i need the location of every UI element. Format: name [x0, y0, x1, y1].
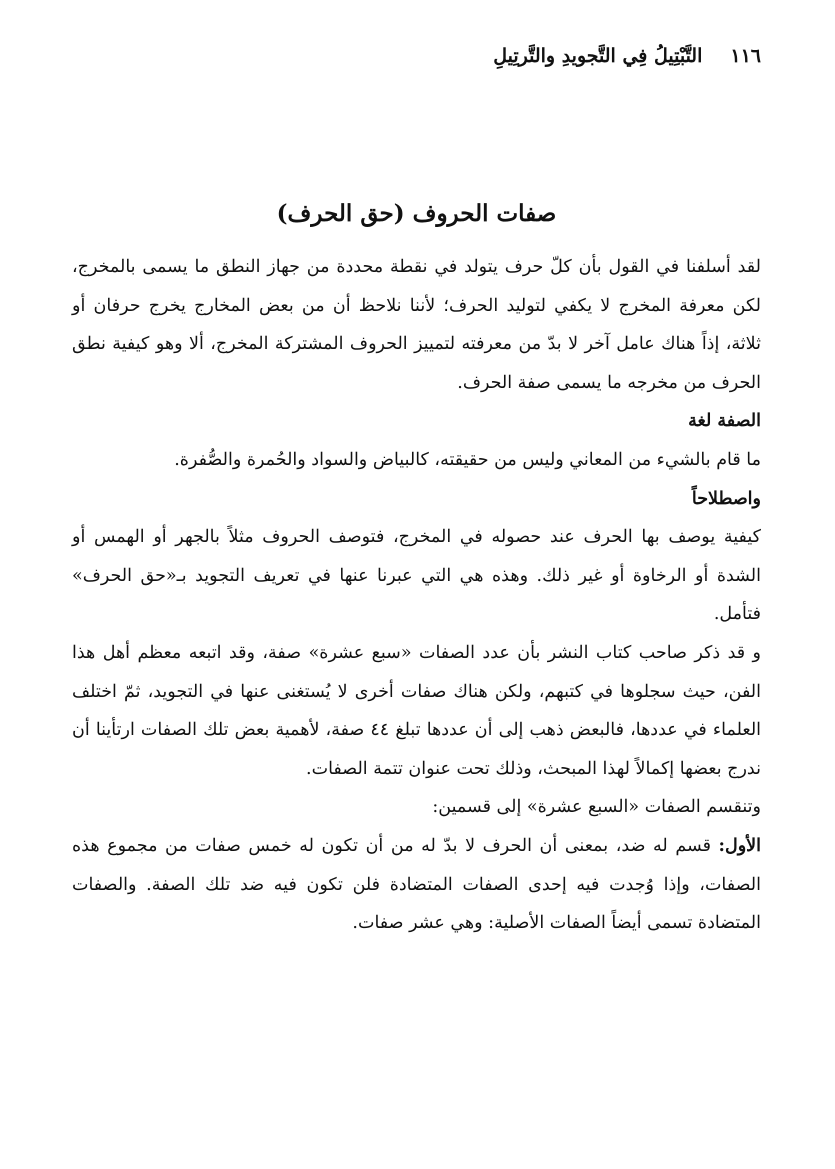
first-category-label: الأول:: [718, 835, 761, 856]
intro-paragraph: لقد أسلفنا في القول بأن كلّ حرف يتولد في نقطة محددة من جهاز النطق ما يسمى بالمخرج، لكن معرفة المخرج لا يكفي لتوليد الحرف؛ لأننا نلاحظ أن من بعض المخارج يخرج حرفان أو ثلاثة، إذاً هناك عامل آخر لا بدّ من معرفته لتمييز الحروف المشتركة المخرج، ألا وهو كيفية نطق الحرف من مخرجه ما يسمى صفة الحرف.: [72, 257, 761, 393]
section-title: صفات الحروف (حق الحرف): [276, 200, 557, 227]
book-title: التَّبْتِيلُ فِي التَّجويدِ والتَّرتِيلِ: [493, 45, 703, 67]
first-category-text: قسم له ضد، بمعنى أن الحرف لا بدّ له من أن تكون له خمس صفات من مجموع هذه الصفات، وإذا وُجدت فيه إحدى الصفات المتضادة فلن تكون فيه ضد تلك الصفة. والصفات المتضادة تسمى أيضاً الصفات الأصلية: وهي عشر صفات.: [72, 835, 761, 934]
first-category-paragraph: [72, 827, 761, 943]
page-body: [72, 196, 761, 943]
division-paragraph: وتنقسم الصفات «السبع عشرة» إلى قسمين:: [432, 797, 761, 818]
running-header: [74, 38, 761, 74]
lang-definition-paragraph: ما قام بالشيء من المعاني وليس من حقيقته، كالبياض والسواد والحُمرة والصُّفرة.: [174, 449, 761, 470]
lang-definition-heading: الصفة لغة: [688, 411, 761, 432]
term-definition-heading: واصطلاحاً: [691, 488, 761, 509]
nashr-paragraph: و قد ذكر صاحب كتاب النشر بأن عدد الصفات «سبع عشرة» صفة، وقد اتبعه معظم أهل هذا الفن، حيث سجلوها في كتبهم، ولكن هناك صفات أخرى لا يُستغنى عنها في التجويد، ثمّ اختلف العلماء في عددها، فالبعض ذهب إلى أن عددها تبلغ ٤٤ صفة، لأهمية بعض تلك الصفات ارتأينا أن ندرج بعضها إكمالاً لهذا المبحث، وذلك تحت عنوان تتمة الصفات.: [72, 642, 762, 779]
term-definition-paragraph: كيفية يوصف بها الحرف عند حصوله في المخرج، فتوصف الحروف مثلاً بالجهر أو الهمس أو الشدة أو الرخاوة أو غير ذلك. وهذه هي التي عبرنا عنها في تعريف التجويد بـ«حق الحرف» فتأمل.: [72, 527, 761, 625]
page-number: ١١٦: [730, 45, 761, 67]
